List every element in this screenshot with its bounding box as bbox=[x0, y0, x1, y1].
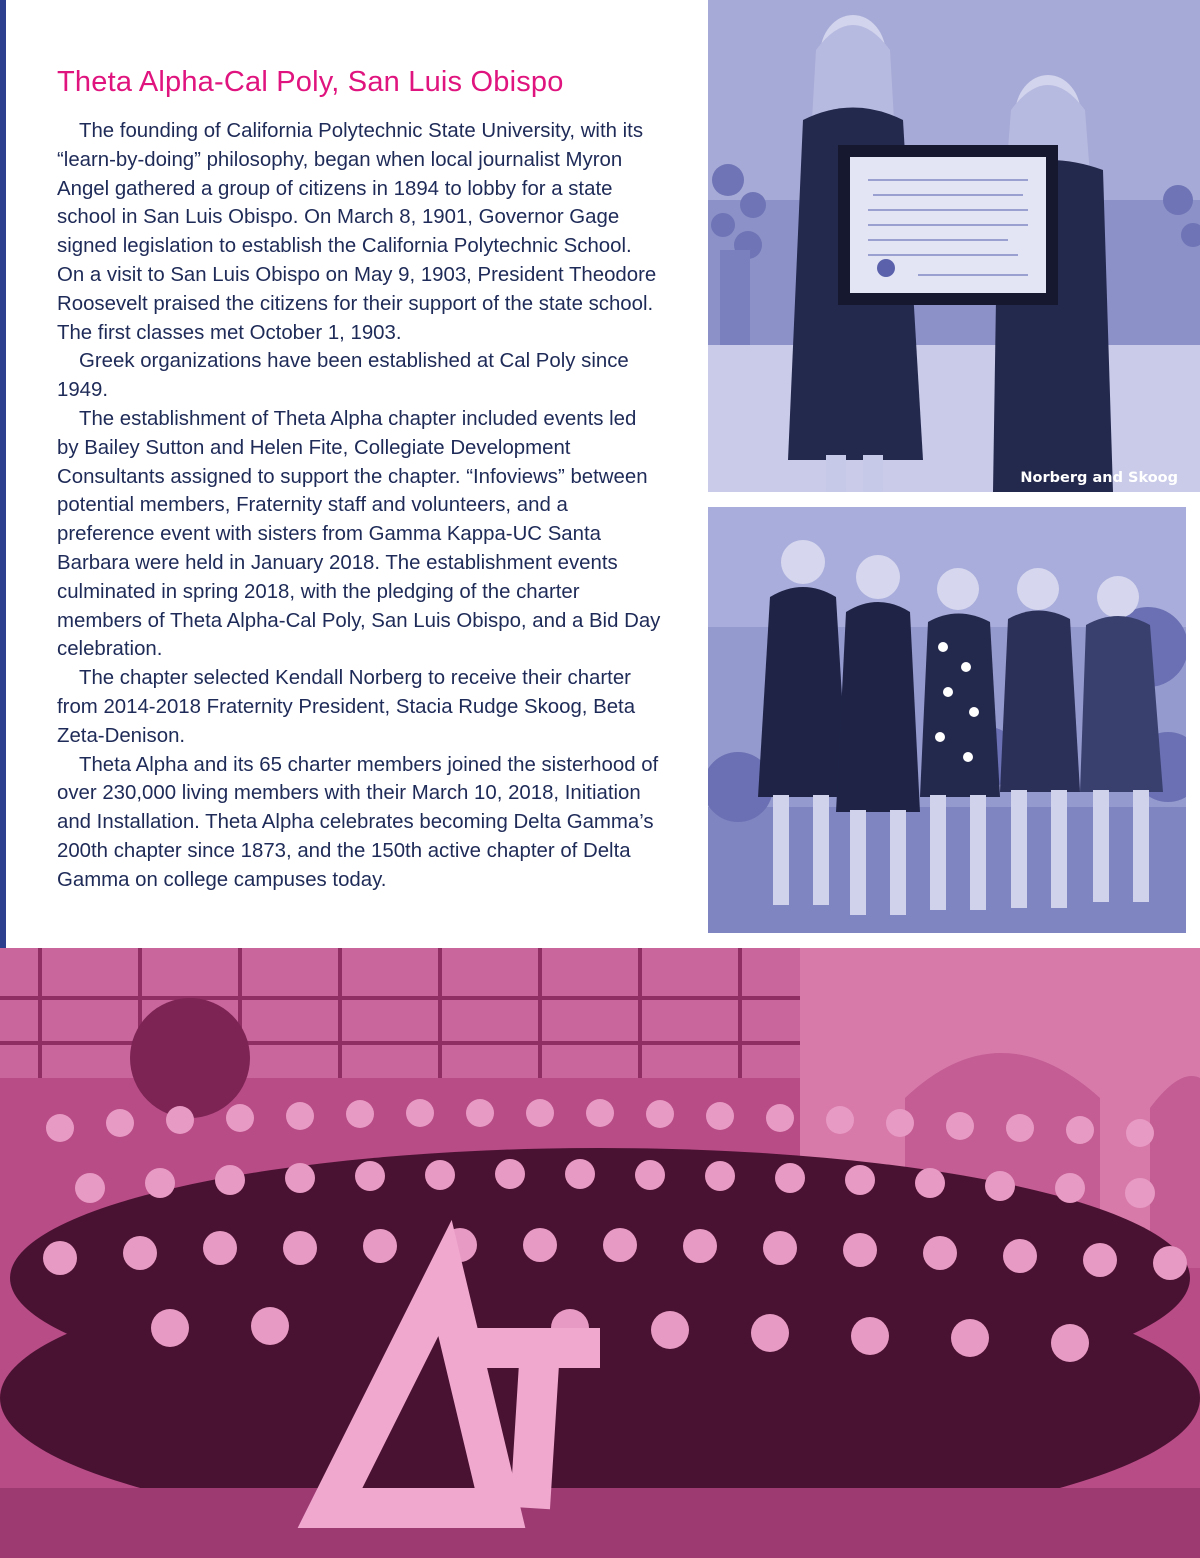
charter-photo-illustration bbox=[708, 0, 1200, 492]
charter-photo-caption: Norberg and Skoog bbox=[1020, 470, 1178, 486]
paragraph-charter-recipient: The chapter selected Kendall Norberg to receive their charter from 2014-2018 Fraternity President, Stacia Rudge Skoog, Beta Zeta-Denison. bbox=[57, 667, 636, 747]
article-title: Theta Alpha-Cal Poly, San Luis Obispo bbox=[57, 66, 564, 98]
paragraph-installation: Theta Alpha and its 65 charter members joined the sisterhood of over 230,000 living members with their March 10, 2018, Initiation and Installation. Theta Alpha celebrates becoming Delta Gamma’s 200th chapter since 1873, and the 150th active chapter of Delta Gamma on college campuses today. bbox=[57, 753, 659, 891]
charter-presentation-photo bbox=[708, 0, 1200, 492]
paragraph-greek-organizations: Greek organizations have been established at Cal Poly since 1949. bbox=[57, 350, 629, 402]
article-body bbox=[57, 117, 662, 895]
members-posing-photo bbox=[708, 507, 1186, 933]
group-photo-illustration bbox=[0, 948, 1200, 1558]
paragraph-founding: The founding of California Polytechnic State University, with its “learn-by-doing” philosophy, began when local journalist Myron Angel gathered a group of citizens in 1894 to lobby for a state school in San Luis Obispo. On March 8, 1901, Governor Gage signed legislation to establish the California Polytechnic School. On a visit to San Luis Obispo on May 9, 1903, President Theodore Roosevelt praised the citizens for their support of the state school. The first classes met October 1, 1903. bbox=[57, 120, 657, 344]
paragraph-establishment: The establishment of Theta Alpha chapter included events led by Bailey Sutton and Helen Fite, Collegiate Development Consultants assigned to support the chapter. “Infoviews” between potential members, Fraternity staff and volunteers, and a preference event with sisters from Gamma Kappa-UC Santa Barbara were held in January 2018. The establishment events culminated in spring 2018, with the pledging of the charter members of Theta Alpha-Cal Poly, San Luis Obispo, and a Bid Day celebration. bbox=[57, 407, 661, 661]
chapter-group-photo bbox=[0, 948, 1200, 1558]
left-margin-rule bbox=[0, 0, 6, 948]
posing-photo-illustration bbox=[708, 507, 1186, 933]
